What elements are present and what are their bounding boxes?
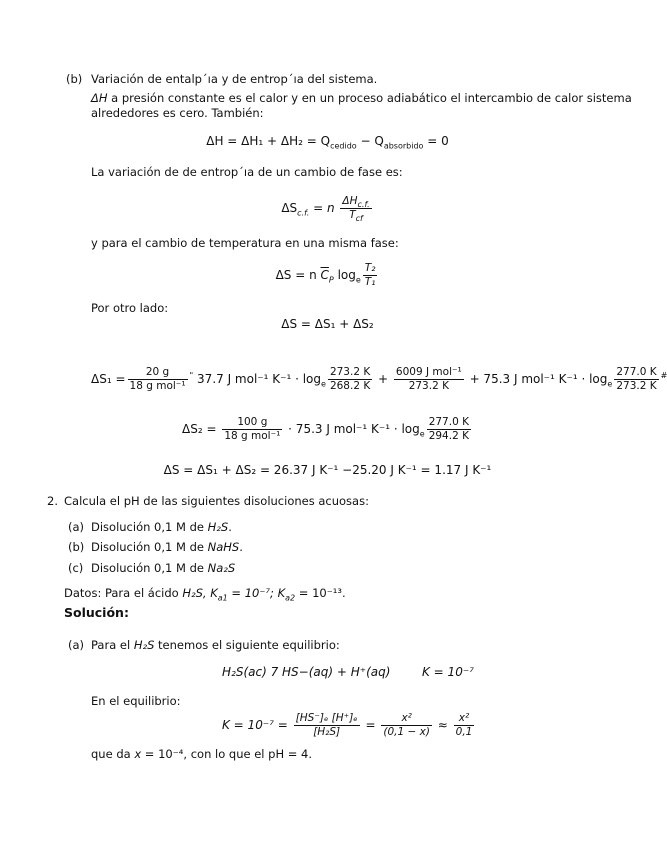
eqk-approx: ≈ xyxy=(433,718,452,732)
eq5-f1-num: 20 g xyxy=(128,366,188,380)
eq5-plus: + xyxy=(374,372,392,386)
part-b-paragraph-1 xyxy=(91,91,632,105)
eq6-lhs: ΔS₂ = xyxy=(182,422,221,436)
equation-total-entropy: ΔS = ΔS₁ + ΔS₂ xyxy=(281,317,374,331)
eq3-numerator: T₂ xyxy=(364,262,376,274)
sol-a-intro-post: tenemos el siguiente equilibrio: xyxy=(154,638,340,652)
eq1-end: = 0 xyxy=(423,134,449,148)
equation-entropy-result: ΔS = ΔS₁ + ΔS₂ = 26.37 J K⁻¹ −25.20 J K⁻¹ = 1.17 J K⁻¹ xyxy=(163,463,492,477)
q2-item-c-marker: (c) xyxy=(68,561,84,575)
eqk-f3-num: x² xyxy=(454,712,475,726)
eq3-log-sub: e xyxy=(355,275,361,285)
eq5-f1-den: 18 g mol⁻¹ xyxy=(129,380,186,392)
eq6-fraction-1 xyxy=(222,416,282,443)
eq3-lhs: ΔS = n xyxy=(275,268,321,282)
eqk-f3-den: 0,1 xyxy=(455,726,473,738)
eq5-fraction-3 xyxy=(394,366,464,393)
equation-phase-change xyxy=(0,195,655,222)
q2-item-b-pre: Disolución 0,1 M de xyxy=(91,540,208,554)
eq2-denominator xyxy=(340,209,371,222)
eq5-log-sub-2: e xyxy=(607,379,613,389)
eq1-sub-absorbido: absorbido xyxy=(383,141,424,151)
eq2-num-text: ΔH xyxy=(342,195,358,207)
eq5-term-2: + 75.3 J mol⁻¹ K⁻¹ · log xyxy=(465,372,608,386)
eq3-cp-sub: P xyxy=(328,275,334,285)
part-b-paragraph-3: La variación de de entrop´ıa de un cambio de fase es: xyxy=(91,165,403,179)
q2-item-b-marker: (b) xyxy=(68,540,85,554)
q2-item-a-marker: (a) xyxy=(68,520,85,534)
eqk-fraction-3 xyxy=(454,712,475,739)
eq2-den-text: T xyxy=(349,209,356,221)
eq5-log-sub-1: e xyxy=(321,379,326,389)
eqk-fraction-1 xyxy=(294,712,360,739)
datos-k2-sub: a2 xyxy=(285,593,296,603)
eq2-eq: = n xyxy=(309,201,339,215)
datos-k1: , K xyxy=(202,586,218,600)
question-2-number: 2. xyxy=(47,494,58,508)
eq1-mid: − Q xyxy=(356,134,384,148)
result-pre: que da xyxy=(91,747,135,761)
eq6-f2-den: 294.2 K xyxy=(428,430,469,442)
eq5-term-1: 37.7 J mol⁻¹ K⁻¹ · log xyxy=(193,372,322,386)
eqk-eq: = xyxy=(361,718,380,732)
eq1-sub-cedido: cedido xyxy=(330,141,357,151)
sol-a-equilibrium-label: En el equilibrio: xyxy=(91,694,181,708)
paragraph-1-text: a presión constante es el calor y en un proceso adiabático el intercambio de calor sistema xyxy=(111,91,632,105)
eq5-hash: # xyxy=(660,371,667,380)
question-2-text: Calcula el pH de las siguientes disoluciones acuosas: xyxy=(64,494,369,508)
eq5-f4-den: 273.2 K xyxy=(616,380,657,392)
eq5-quote: " xyxy=(189,371,194,380)
sol-a-marker: (a) xyxy=(68,638,85,652)
part-b-paragraph-2: alrededores es cero. También: xyxy=(91,106,264,120)
equation-enthalpy xyxy=(0,134,655,151)
part-b-paragraph-5: Por otro lado: xyxy=(91,301,169,315)
result-x: x xyxy=(134,747,142,761)
eq5-fraction-4 xyxy=(614,366,658,393)
eq3-denominator: T₁ xyxy=(364,276,376,288)
sol-a-result xyxy=(91,747,312,761)
datos-k1-val: = 10⁻⁷; K xyxy=(227,586,286,600)
reaction-equation: H₂S(ac) 7 HS−(aq) + H⁺(aq) xyxy=(222,665,391,679)
eq5-f2-den: 268.2 K xyxy=(329,380,371,392)
eqk-f1-num: [HS⁻]ₑ [H⁺]ₑ xyxy=(295,712,358,724)
sol-a-intro-chem: H₂S xyxy=(133,638,155,652)
equation-delta-s2 xyxy=(0,414,655,444)
datos-chem: H₂S xyxy=(182,586,203,600)
eq3-fraction xyxy=(363,262,378,289)
q2-item-a-pre: Disolución 0,1 M de xyxy=(91,520,208,534)
part-b-marker: (b) xyxy=(66,72,83,86)
eq2-fraction xyxy=(340,195,371,222)
eq3-cp: $\overline{C}$ xyxy=(320,268,329,282)
eq2-den-sub: cf xyxy=(355,214,363,224)
eqk-fraction-2 xyxy=(381,712,432,739)
q2-item-a-chem: H₂S xyxy=(207,520,229,534)
datos-k2-val: = 10⁻¹³. xyxy=(295,586,346,600)
eq6-f1-den: 18 g mol⁻¹ xyxy=(224,430,281,442)
eqk-f1-den: [H₂S] xyxy=(313,726,341,738)
eq5-fraction-2 xyxy=(328,366,372,393)
eq6-fraction-2 xyxy=(427,416,471,443)
q2-item-a xyxy=(91,520,232,534)
eq5-fraction-1 xyxy=(128,366,188,393)
q2-item-b-chem: NaHS xyxy=(207,540,240,554)
datos-pre: Datos: Para el ácido xyxy=(64,586,183,600)
eq6-f2-num: 277.0 K xyxy=(428,416,469,428)
eq6-term-1: · 75.3 J mol⁻¹ K⁻¹ · log xyxy=(284,422,420,436)
eq2-lhs: ΔS xyxy=(281,201,298,215)
q2-item-c xyxy=(91,561,235,575)
eq1-main: ΔH = ΔH₁ + ΔH₂ = Q xyxy=(206,134,331,148)
eq5-f2-num: 273.2 K xyxy=(329,366,371,378)
part-b-paragraph-4: y para el cambio de temperatura en una misma fase: xyxy=(91,236,399,250)
solution-heading: Solución: xyxy=(64,605,129,620)
eqk-lhs: K = 10⁻⁷ = xyxy=(222,718,292,732)
eq5-lhs: ΔS₁ = xyxy=(91,372,126,386)
q2-item-c-pre: Disolución 0,1 M de xyxy=(91,561,208,575)
equilibrium-equation xyxy=(222,710,476,740)
eq5-f3-num: 6009 J mol⁻¹ xyxy=(395,366,462,378)
delta-h-symbol: ΔH xyxy=(91,91,108,105)
sol-a-intro xyxy=(91,638,340,652)
sol-a-intro-pre: Para el xyxy=(91,638,134,652)
datos-k1-sub: a1 xyxy=(217,593,228,603)
eq2-numerator xyxy=(340,195,371,209)
eq5-f4-num: 277.0 K xyxy=(616,366,657,378)
eqk-f2-den: (0,1 − x) xyxy=(383,726,430,738)
part-b-title: Variación de entalp´ıa y de entrop´ıa del sistema. xyxy=(91,72,378,86)
equation-delta-s1 xyxy=(91,364,667,394)
eq3-log: log xyxy=(333,268,356,282)
eq2-lhs-sub: c.f. xyxy=(297,208,310,218)
eq2-num-sub: c.f. xyxy=(357,200,370,210)
q2-item-b-post: . xyxy=(239,540,243,554)
q2-item-b xyxy=(91,540,243,554)
eq6-log-sub: e xyxy=(419,429,425,439)
q2-datos xyxy=(64,586,346,603)
q2-item-a-post: . xyxy=(228,520,232,534)
result-mid: = 10⁻⁴, con lo que el pH = 4. xyxy=(141,747,313,761)
eq6-f1-num: 100 g xyxy=(222,416,282,430)
equation-temperature-change xyxy=(0,262,655,289)
eq5-f3-den: 273.2 K xyxy=(408,380,449,392)
reaction-k: K = 10⁻⁷ xyxy=(422,665,474,679)
q2-item-c-chem: Na₂S xyxy=(207,561,236,575)
eqk-f2-num: x² xyxy=(381,712,432,726)
